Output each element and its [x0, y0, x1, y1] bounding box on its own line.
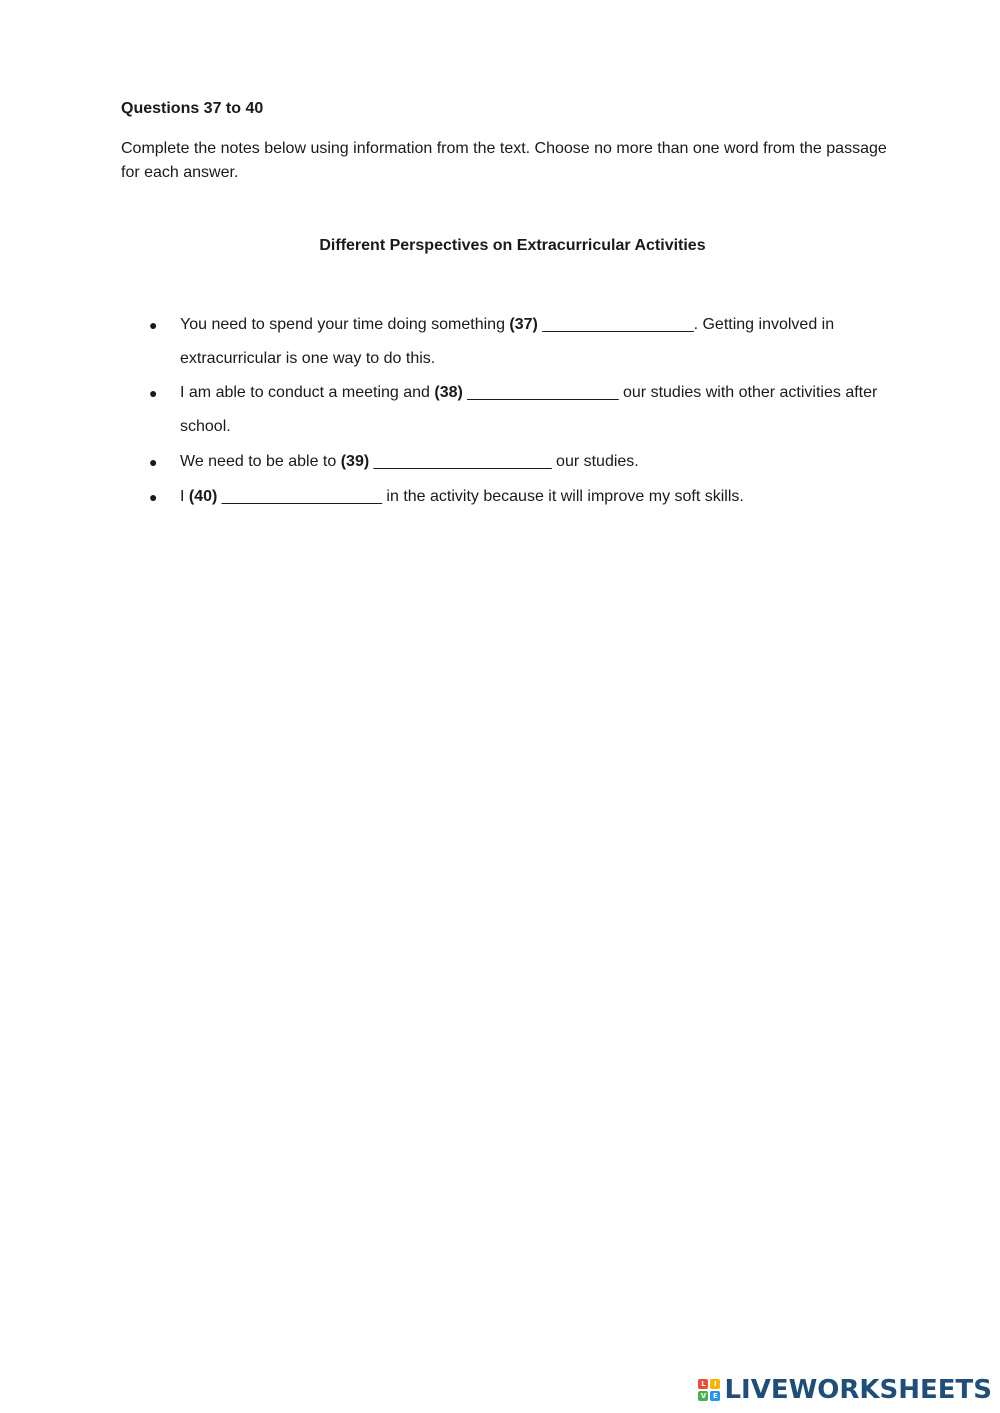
liveworksheets-logo-icon [698, 1379, 720, 1401]
answer-blank-39[interactable]: ____________________ [369, 453, 552, 470]
notes-list [0, 0, 1000, 600]
question-number-37: (37) [509, 316, 538, 333]
logo-mark-tile: V [698, 1391, 708, 1401]
question-number-40: (40) [188, 488, 218, 505]
bullet-dot-icon: ● [149, 454, 158, 470]
question-number-38: (38) [434, 384, 463, 401]
note-text-before: You need to spend your time doing something [180, 316, 510, 333]
answer-blank-37[interactable]: _________________ [537, 316, 694, 333]
logo-text: LIVEWORKSHEETS [724, 1375, 992, 1405]
notes-title: Different Perspectives on Extracurricular Activities [319, 237, 706, 254]
note-item-38 [149, 376, 895, 444]
note-text-before: I am able to conduct a meeting and [180, 384, 435, 401]
note-text-after: . Getting involved in extracurricular is one way to do this. [180, 316, 835, 367]
question-number-39: (39) [340, 453, 370, 470]
note-item-37 [149, 308, 895, 376]
logo-mark-tile: L [698, 1379, 708, 1389]
bullet-dot-icon: ● [149, 385, 158, 401]
note-text-after: our studies with other activities after school. [180, 384, 878, 435]
note-text-after: our studies. [551, 453, 639, 470]
logo-mark-tile: I [710, 1379, 720, 1389]
note-item-39 [149, 445, 895, 479]
instructions-text: Complete the notes below using information from the text. Choose no more than one word from the passage for each answer. [121, 140, 887, 181]
answer-blank-40[interactable]: __________________ [217, 488, 382, 505]
liveworksheets-logo [698, 1375, 992, 1405]
note-item-40 [149, 480, 895, 514]
answer-blank-38[interactable]: _________________ [462, 384, 619, 401]
bullet-dot-icon: ● [149, 317, 158, 333]
logo-mark-tile: E [710, 1391, 720, 1401]
bullet-dot-icon: ● [149, 489, 158, 505]
note-text-before: I [180, 488, 189, 505]
questions-heading: Questions 37 to 40 [121, 100, 264, 117]
note-text-after: in the activity because it will improve my soft skills. [381, 488, 744, 505]
note-text-before: We need to be able to [180, 453, 341, 470]
